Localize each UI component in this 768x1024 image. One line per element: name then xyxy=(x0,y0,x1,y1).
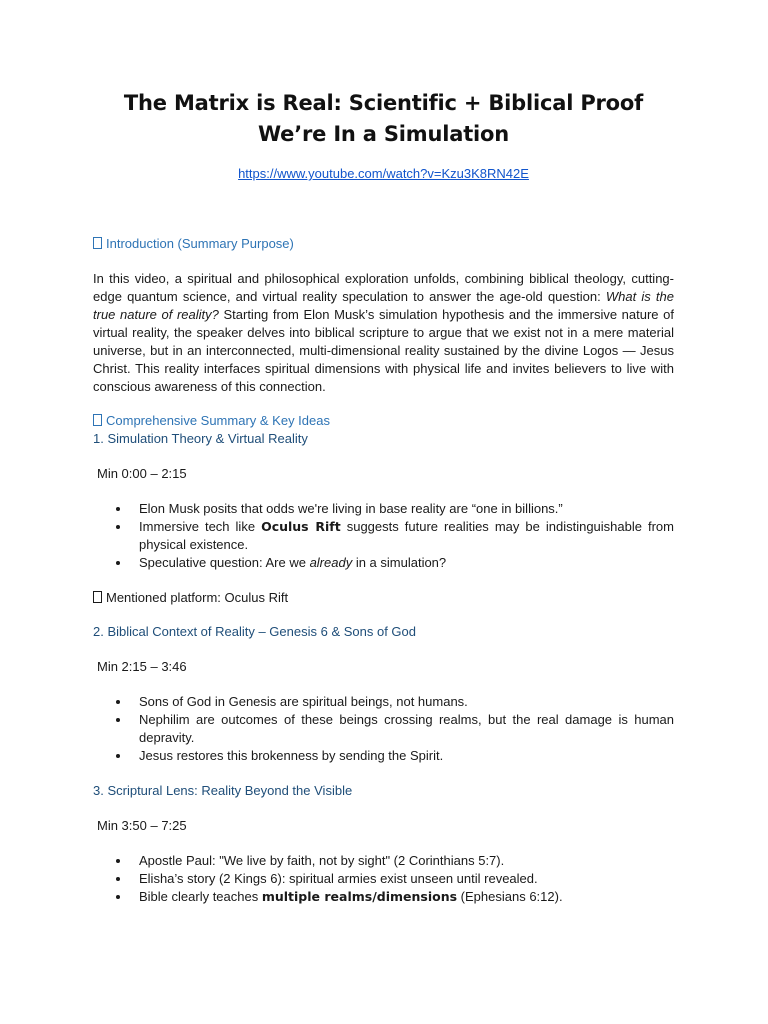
document-page xyxy=(93,88,674,906)
intro-paragraph xyxy=(93,270,674,396)
list-item xyxy=(93,554,674,572)
list-item-text: Immersive tech like xyxy=(139,519,262,534)
summary-heading-text: Comprehensive Summary & Key Ideas xyxy=(106,413,330,428)
missing-glyph-icon xyxy=(93,591,102,603)
section-3-heading: 3. Scriptural Lens: Reality Beyond the Visible xyxy=(93,783,353,798)
intro-text-a: In this video, a spiritual and philosophical exploration unfolds, combining biblical theology, cutting-edge quantum science, and virtual reality speculation to answer the age-old question: xyxy=(93,271,674,304)
list-item-text: Apostle Paul: "We live by faith, not by sight" (2 Corinthians 5:7). xyxy=(139,853,505,868)
list-item xyxy=(93,711,674,747)
intro-heading xyxy=(93,235,674,253)
list-item-text: in a simulation? xyxy=(352,555,447,570)
list-item xyxy=(93,500,674,518)
missing-glyph-icon xyxy=(93,414,102,426)
section-1-heading: 1. Simulation Theory & Virtual Reality xyxy=(93,431,308,446)
list-item-text: Elisha’s story (2 Kings 6): spiritual armies exist unseen until revealed. xyxy=(139,871,538,886)
list-item-text: Nephilim are outcomes of these beings crossing realms, but the real damage is human depravity. xyxy=(139,712,674,745)
list-item-bold: multiple realms/dimensions xyxy=(261,889,458,904)
list-item xyxy=(93,518,674,554)
intro-text-italic: What is the true nature of reality? xyxy=(93,289,674,322)
list-item-italic: already xyxy=(309,555,353,570)
list-item-text: Jesus restores this brokenness by sending the Spirit. xyxy=(139,748,444,763)
list-item xyxy=(93,888,674,906)
section-2-bullets xyxy=(93,693,674,765)
section-1-minute: Min 0:00 – 2:15 xyxy=(97,466,187,481)
list-item xyxy=(93,747,674,765)
section-2-heading: 2. Biblical Context of Reality – Genesis 6 & Sons of God xyxy=(93,624,417,639)
section-2-minute: Min 2:15 – 3:46 xyxy=(97,659,187,674)
list-item-text: suggests future realities may be indistinguishable from physical existence. xyxy=(139,519,674,552)
youtube-link[interactable]: https://www.youtube.com/watch?v=Kzu3K8RN42E xyxy=(238,166,529,181)
intro-heading-text: Introduction (Summary Purpose) xyxy=(106,236,294,251)
list-item-bold: Oculus Rift xyxy=(261,519,341,534)
list-item-text: Elon Musk posits that odds we're living in base reality are “one in billions.” xyxy=(139,501,563,516)
section-3-minute: Min 3:50 – 7:25 xyxy=(97,818,187,833)
document-title: The Matrix is Real: Scientific + Biblical Proof We’re In a Simulation xyxy=(123,91,644,146)
list-item-text: Sons of God in Genesis are spiritual beings, not humans. xyxy=(139,694,468,709)
list-item xyxy=(93,693,674,711)
intro-text-b: Starting from Elon Musk’s simulation hypothesis and the immersive nature of virtual reality, the speaker delves into biblical scripture to argue that we exist not in a mere material universe, but in an interconnected, multi-dimensional reality sustained by the divine Logos — Jesus Christ. This reality interfaces spiritual dimensions with physical life and invites believers to live with conscious awareness of this connection. xyxy=(93,307,674,394)
section-3-bullets xyxy=(93,852,674,906)
mentioned-platform xyxy=(93,589,674,607)
summary-heading xyxy=(93,412,674,430)
list-item-text: (Ephesians 6:12). xyxy=(457,889,563,904)
list-item xyxy=(93,870,674,888)
section-1-bullets xyxy=(93,500,674,572)
list-item xyxy=(93,852,674,870)
list-item-text: Bible clearly teaches xyxy=(139,889,262,904)
missing-glyph-icon xyxy=(93,237,102,249)
mentioned-platform-text: Mentioned platform: Oculus Rift xyxy=(106,590,289,605)
list-item-text: Speculative question: Are we xyxy=(139,555,310,570)
